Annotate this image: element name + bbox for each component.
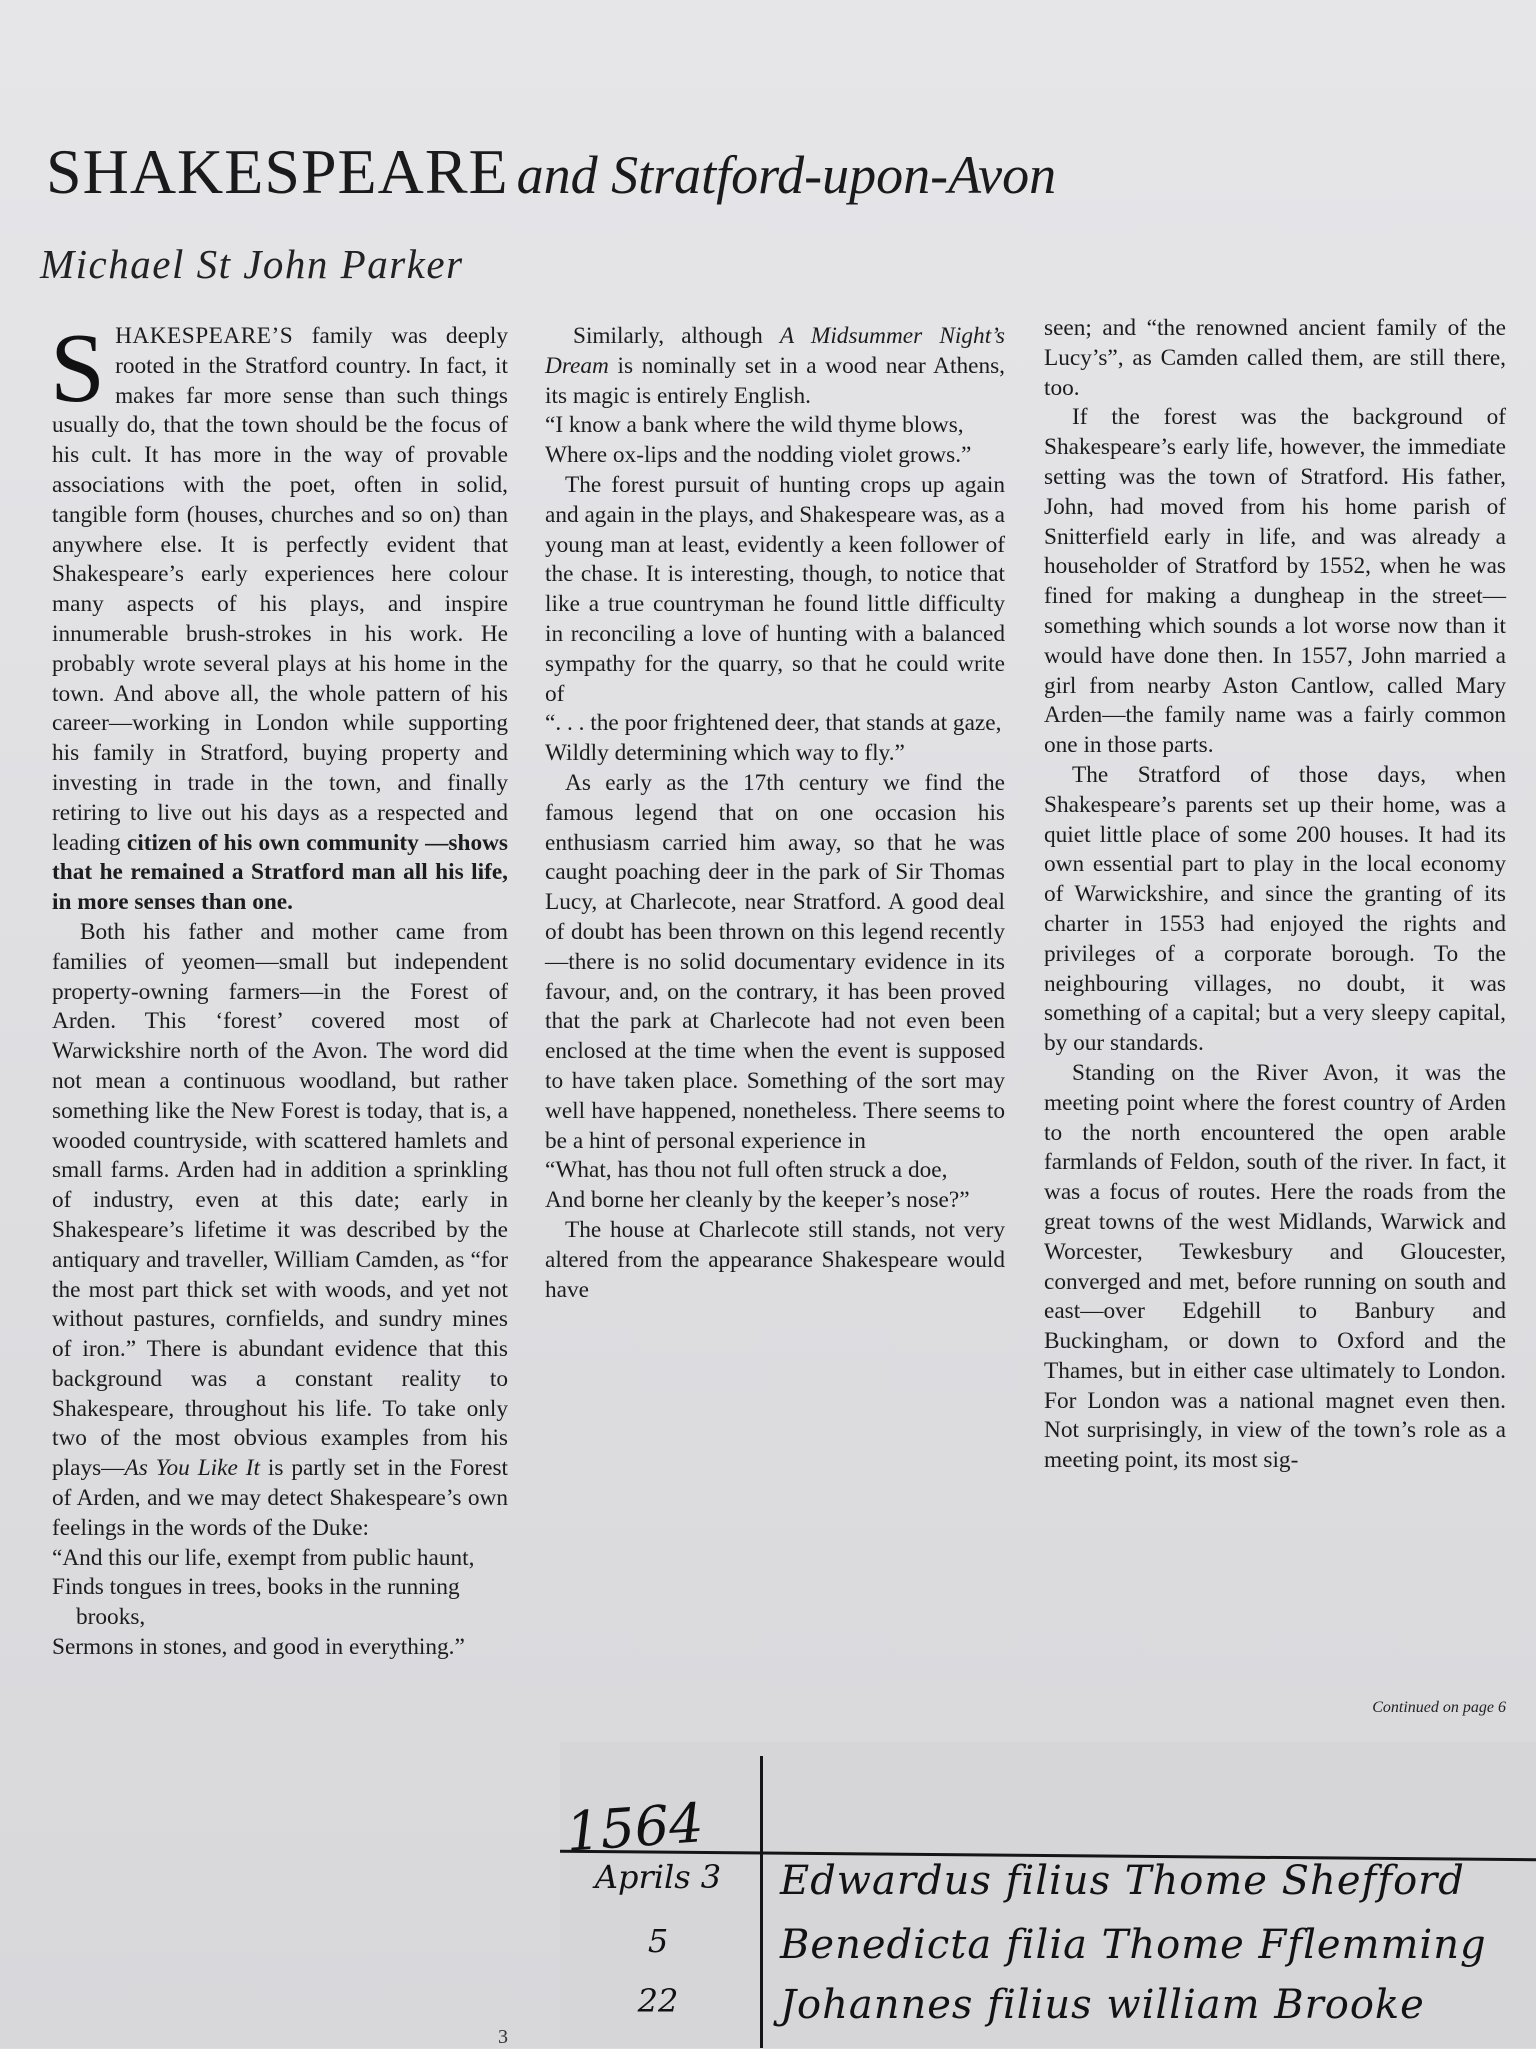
paragraph: The house at Charlecote still stands, not very altered from the appearance Shakespeare would have [545, 1216, 1005, 1303]
verse-line: And borne her cleanly by the keeper’s nose?” [545, 1187, 970, 1214]
register-date: 5 [647, 1922, 669, 1960]
register-date: 22 [637, 1982, 679, 2020]
column-1 [50, 314, 508, 1663]
paragraph-text: family was deeply rooted in the Stratford country. In fact, it makes far more sense than such things usually do, that the town should be the focus of his cult. It has more in the way of provable associations with the poet, often in solid, tangible form (houses, churches and so on) than anywhere else. It is perfectly evident that Shakespeare’s early experiences here colour many aspects of his plays, and inspire innumerable brush-strokes in his work. He probably wrote several plays at his home in the town. And above all, the whole pattern of his career—working in London while supporting his family in Stratford, buying property and investing in trade in the town, and finally retiring to live out his days as a respected and leading [52, 323, 508, 856]
register-row [560, 1858, 1536, 1918]
register-year: 1564 [563, 1791, 706, 1864]
parish-register-image [560, 1742, 1536, 2048]
register-row [560, 1982, 1536, 2042]
paragraph: The Stratford of those days, when Shakespeare’s parents set up their home, was a quiet little place of some 200 houses. It had its own essential part to play in the local economy of Warwickshire, and since the granting of its charter in 1553 had enjoyed the rights and privileges of a corporate borough. To the neighbouring villages, no doubt, it was something of a capital; but a very sleepy capital, by our standards. [1044, 761, 1506, 1057]
register-row [560, 1922, 1536, 1982]
title-main: SHAKESPEARE [46, 136, 509, 207]
paragraph: seen; and “the renowned ancient family of the Lucy’s”, as Camden called them, are still there, too. [1044, 315, 1506, 401]
verse-line: Wildly determining which way to fly.” [545, 740, 905, 767]
paragraph-text: is nominally set in a wood near Athens, its magic is entirely English. [545, 352, 1005, 409]
verse-quote [545, 709, 1005, 769]
play-title: A Midsummer Night’s Dream [545, 323, 1005, 379]
page-number: 3 [498, 2026, 508, 2048]
verse-line: “I know a bank where the wild thyme blows, [545, 412, 964, 439]
paragraph: If the forest was the background of Shakespeare’s early life, however, the immediate setting was the town of Stratford. His father, John, had moved from his home parish of Snitterfield early in life, and was already a householder of Stratford by 1552, when he was fined for making a dungheap in the street—something which sounds a lot worse now than it would have done then. In 1557, John married a girl from nearby Aston Cantlow, called Mary Arden—the family name was a fairly common one in those parts. [1044, 404, 1506, 759]
paragraph [52, 918, 508, 1544]
verse-quote [545, 411, 1005, 471]
continued-note: Continued on page 6 [1372, 1699, 1506, 1716]
column-3 [1044, 314, 1506, 1476]
paragraph: The forest pursuit of hunting crops up again and again in the plays, and Shakespeare was, as a young man at least, evidently a keen follower of the chase. It is interesting, though, to notice that like a true countryman he found little difficulty in reconciling a love of hunting with a balanced sympathy for the quarry, so that he could write of [545, 471, 1005, 707]
verse-line: Finds tongues in trees, books in the running brooks, [52, 1574, 460, 1631]
paragraph: Standing on the River Avon, it was the meeting point where the forest country of Arden to the north encountered the open arable farmlands of Feldon, south of the river. In fact, it was a focus of routes. Here the roads from the great towns of the west Midlands, Warwick and Worcester, Tewkesbury and Gloucester, converged and met, before running on south and east—over Edgehill to Banbury and Buckingham, or down to Oxford and the Thames, but in either case ultimately to London. For London was a national magnet even then. Not surprisingly, in view of the town’s role as a meeting point, its most sig- [1044, 1059, 1506, 1474]
verse-line: “. . . the poor frightened deer, that stands at gaze, [545, 710, 1002, 737]
verse-line: “And this our life, exempt from public haunt, [52, 1544, 475, 1571]
paragraph [50, 314, 508, 918]
register-entry: Edwardus filius Thome Shefford [780, 1858, 1465, 1904]
play-title: As You Like It [124, 1455, 260, 1482]
paragraph-text-bold: citizen of his own community —shows that he remained a Stratford man all his life, in more senses than one. [52, 829, 508, 916]
paragraph-text: is partly set in the Forest of Arden, and we may detect Shakespeare’s own feelings in the words of the Duke: [52, 1455, 508, 1541]
register-entry: Johannes filius william Brooke [780, 1982, 1425, 2028]
drop-cap: S [50, 314, 106, 423]
paragraph-text: Similarly, although [573, 323, 780, 349]
register-entry: Benedicta filia Thome Fflemming [780, 1922, 1487, 1968]
register-date: Aprils 3 [594, 1858, 722, 1896]
opening-word: HAKESPEARE’S [115, 323, 294, 349]
paragraph-text: Both his father and mother came from families of yeomen—small but independent property-owning farmers—in the Forest of Arden. This ‘forest’ covered most of Warwickshire north of the Avon. The word did not mean a continuous woodland, but rather something like the New Forest is today, that is, a wooded countryside, with scattered hamlets and small farms. Arden had in addition a sprinkling of industry, even at this date; early in Shakespeare’s lifetime it was described by the antiquary and traveller, William Camden, as “for the most part thick set with woods, and yet not without pastures, cornfields, and sundry mines of iron.” There is abundant evidence that this background was a constant reality to Shakespeare, throughout his life. To take only two of the most obvious examples from his plays— [52, 918, 508, 1482]
paragraph [545, 322, 1005, 411]
verse-line: Sermons in stones, and good in everything.” [52, 1634, 465, 1661]
verse-quote [52, 1544, 508, 1663]
title-rest: and Stratford-upon-Avon [516, 145, 1057, 205]
verse-quote [545, 1156, 1005, 1216]
article-title [46, 136, 1486, 207]
column-2 [545, 322, 1005, 1305]
verse-line: Where ox-lips and the nodding violet grows.” [545, 442, 972, 469]
paragraph: As early as the 17th century we find the famous legend that on one occasion his enthusiasm carried him away, so that he was caught poaching deer in the park of Sir Thomas Lucy, at Charlecote, near Stratford. A good deal of doubt has been thrown on this legend recently—there is no solid documentary evidence in its favour, and, on the contrary, it has been proved that the park at Charlecote had not even been enclosed at the time when the event is supposed to have taken place. Something of the sort may well have happened, nonetheless. There seems to be a hint of personal experience in [545, 769, 1005, 1154]
author-byline: Michael St John Parker [40, 241, 464, 287]
verse-line: “What, has thou not full often struck a doe, [545, 1157, 948, 1184]
